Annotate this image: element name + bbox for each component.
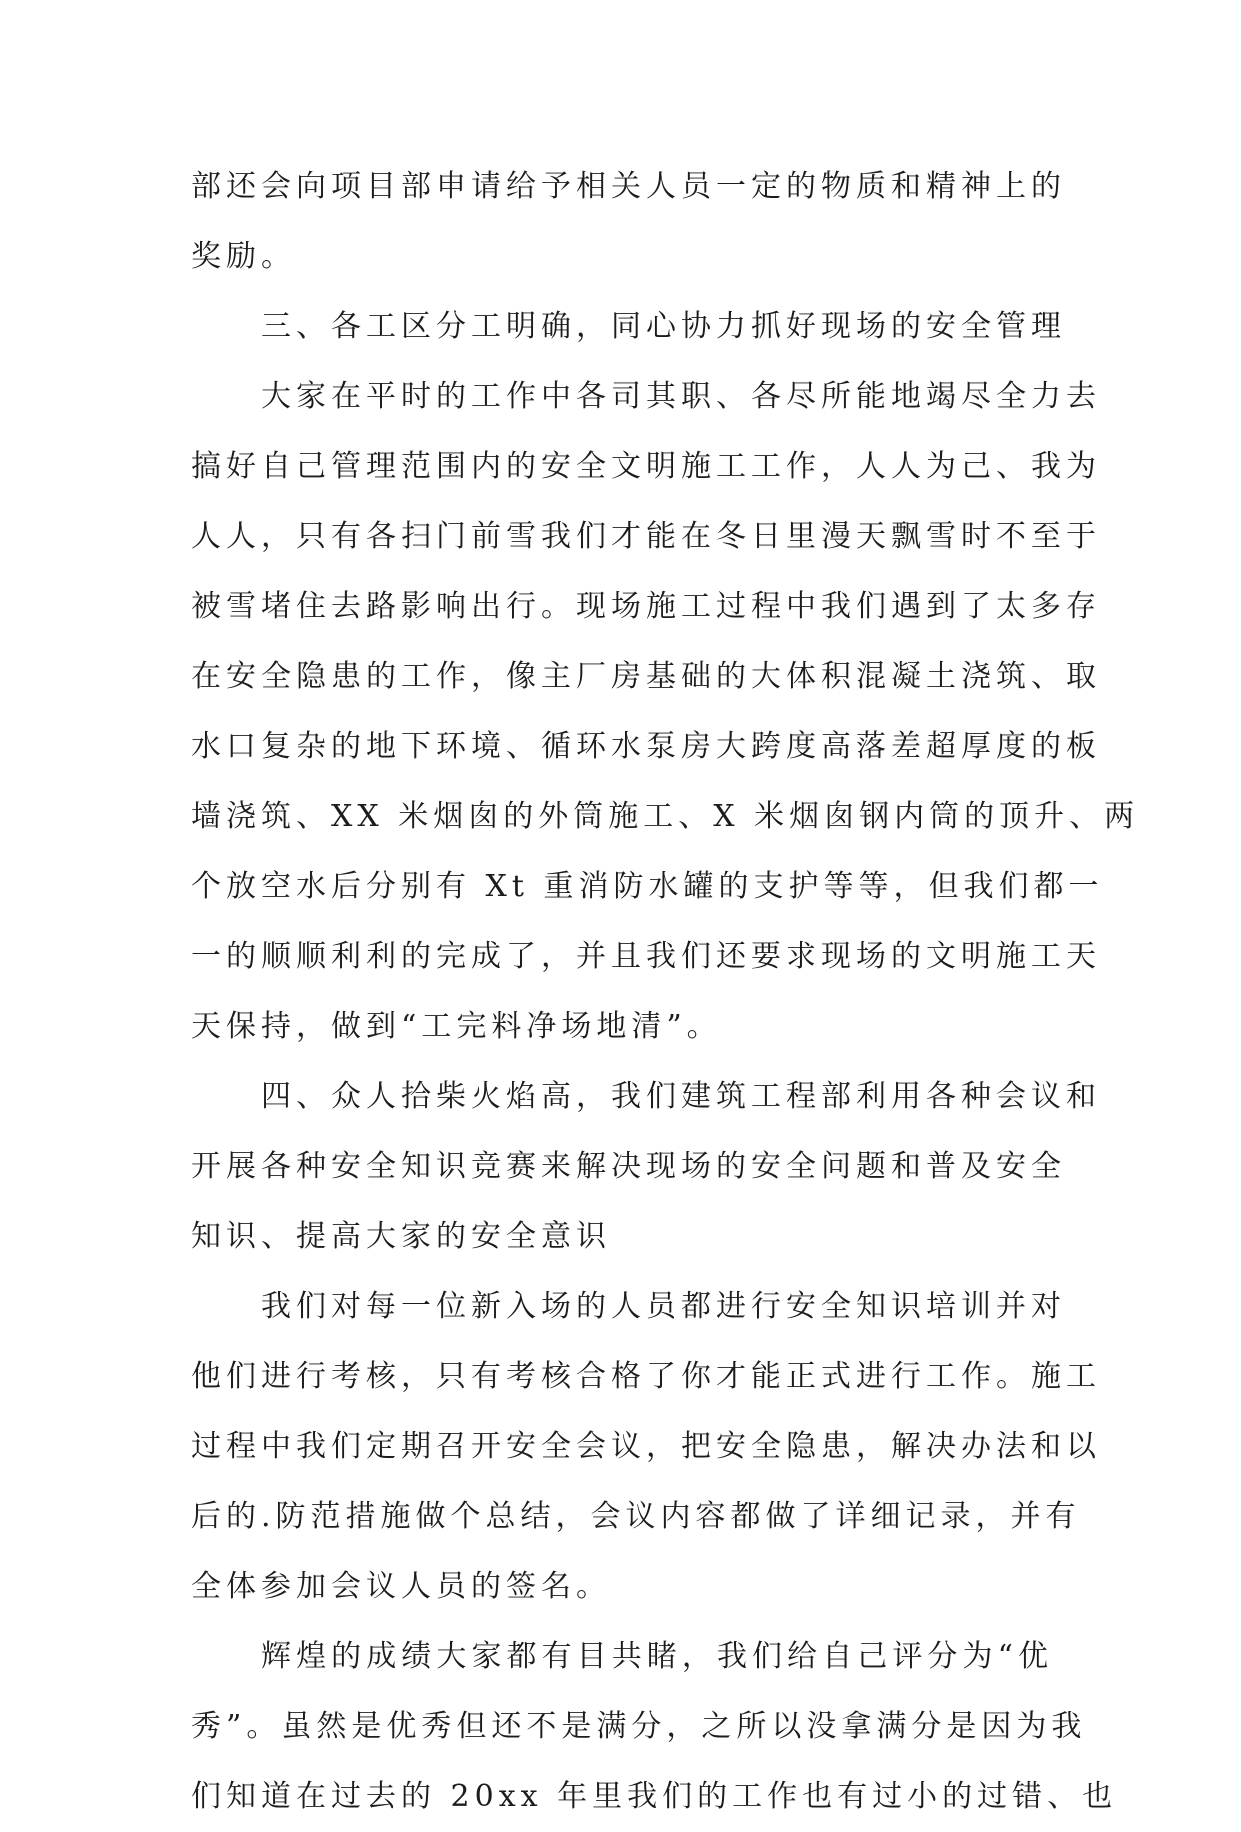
- section-heading-four: [191, 1062, 1101, 1272]
- text-line: 被雪堵住去路影响出行。现场施工过程中我们遇到了太多存: [191, 589, 1101, 624]
- text-line: 过程中我们定期召开安全会议，把安全隐患，解决办法和以: [191, 1429, 1101, 1464]
- text-line: 天保持，做到“工完料净场地清”。: [191, 1009, 722, 1044]
- paragraph-safety-work: [191, 362, 1140, 1062]
- text-line: 人人，只有各扫门前雪我们才能在冬日里漫天飘雪时不至于: [191, 519, 1101, 554]
- text-line: 他们进行考核，只有考核合格了你才能正式进行工作。施工: [191, 1359, 1101, 1394]
- text-line: 秀”。虽然是优秀但还不是满分，之所以没拿满分是因为我: [191, 1709, 1087, 1744]
- text-line: 个放空水后分别有 Xt 重消防水罐的支护等等，但我们都一: [191, 869, 1104, 904]
- text-line: 奖励。: [191, 239, 296, 274]
- text-line: 们知道在过去的 20xx 年里我们的工作也有过小的过错、也: [191, 1779, 1118, 1814]
- paragraph-training: [191, 1272, 1101, 1622]
- text-line: 后的.防范措施做个总结，会议内容都做了详细记录，并有: [191, 1499, 1081, 1534]
- text-line: 我们对每一位新入场的人员都进行安全知识培训并对: [261, 1289, 1066, 1324]
- text-line: 墙浇筑、XX 米烟囱的外筒施工、X 米烟囱钢内筒的顶升、两: [191, 799, 1140, 834]
- text-line: 全体参加会议人员的签名。: [191, 1569, 611, 1604]
- text-line: 在安全隐患的工作，像主厂房基础的大体积混凝土浇筑、取: [191, 659, 1101, 694]
- text-line: 大家在平时的工作中各司其职、各尽所能地竭尽全力去: [261, 379, 1101, 414]
- text-line: 知识、提高大家的安全意识: [191, 1219, 611, 1254]
- text-line: 一的顺顺利利的完成了，并且我们还要求现场的文明施工天: [191, 939, 1101, 974]
- section-heading-three: [191, 292, 1066, 362]
- text-line: 搞好自己管理范围内的安全文明施工工作，人人为己、我为: [191, 449, 1101, 484]
- paragraph-evaluation: [191, 1622, 1118, 1832]
- paragraph-reward: [191, 152, 1066, 292]
- text-line: 开展各种安全知识竞赛来解决现场的安全问题和普及安全: [191, 1149, 1066, 1184]
- document-body: [191, 152, 1140, 1832]
- text-line: 水口复杂的地下环境、循环水泵房大跨度高落差超厚度的板: [191, 729, 1101, 764]
- text-line: 辉煌的成绩大家都有目共睹，我们给自己评分为“优: [261, 1639, 1053, 1674]
- text-line: 部还会向项目部申请给予相关人员一定的物质和精神上的: [191, 169, 1066, 204]
- text-line: 三、各工区分工明确，同心协力抓好现场的安全管理: [261, 309, 1066, 344]
- text-line: 四、众人拾柴火焰高，我们建筑工程部利用各种会议和: [261, 1079, 1101, 1114]
